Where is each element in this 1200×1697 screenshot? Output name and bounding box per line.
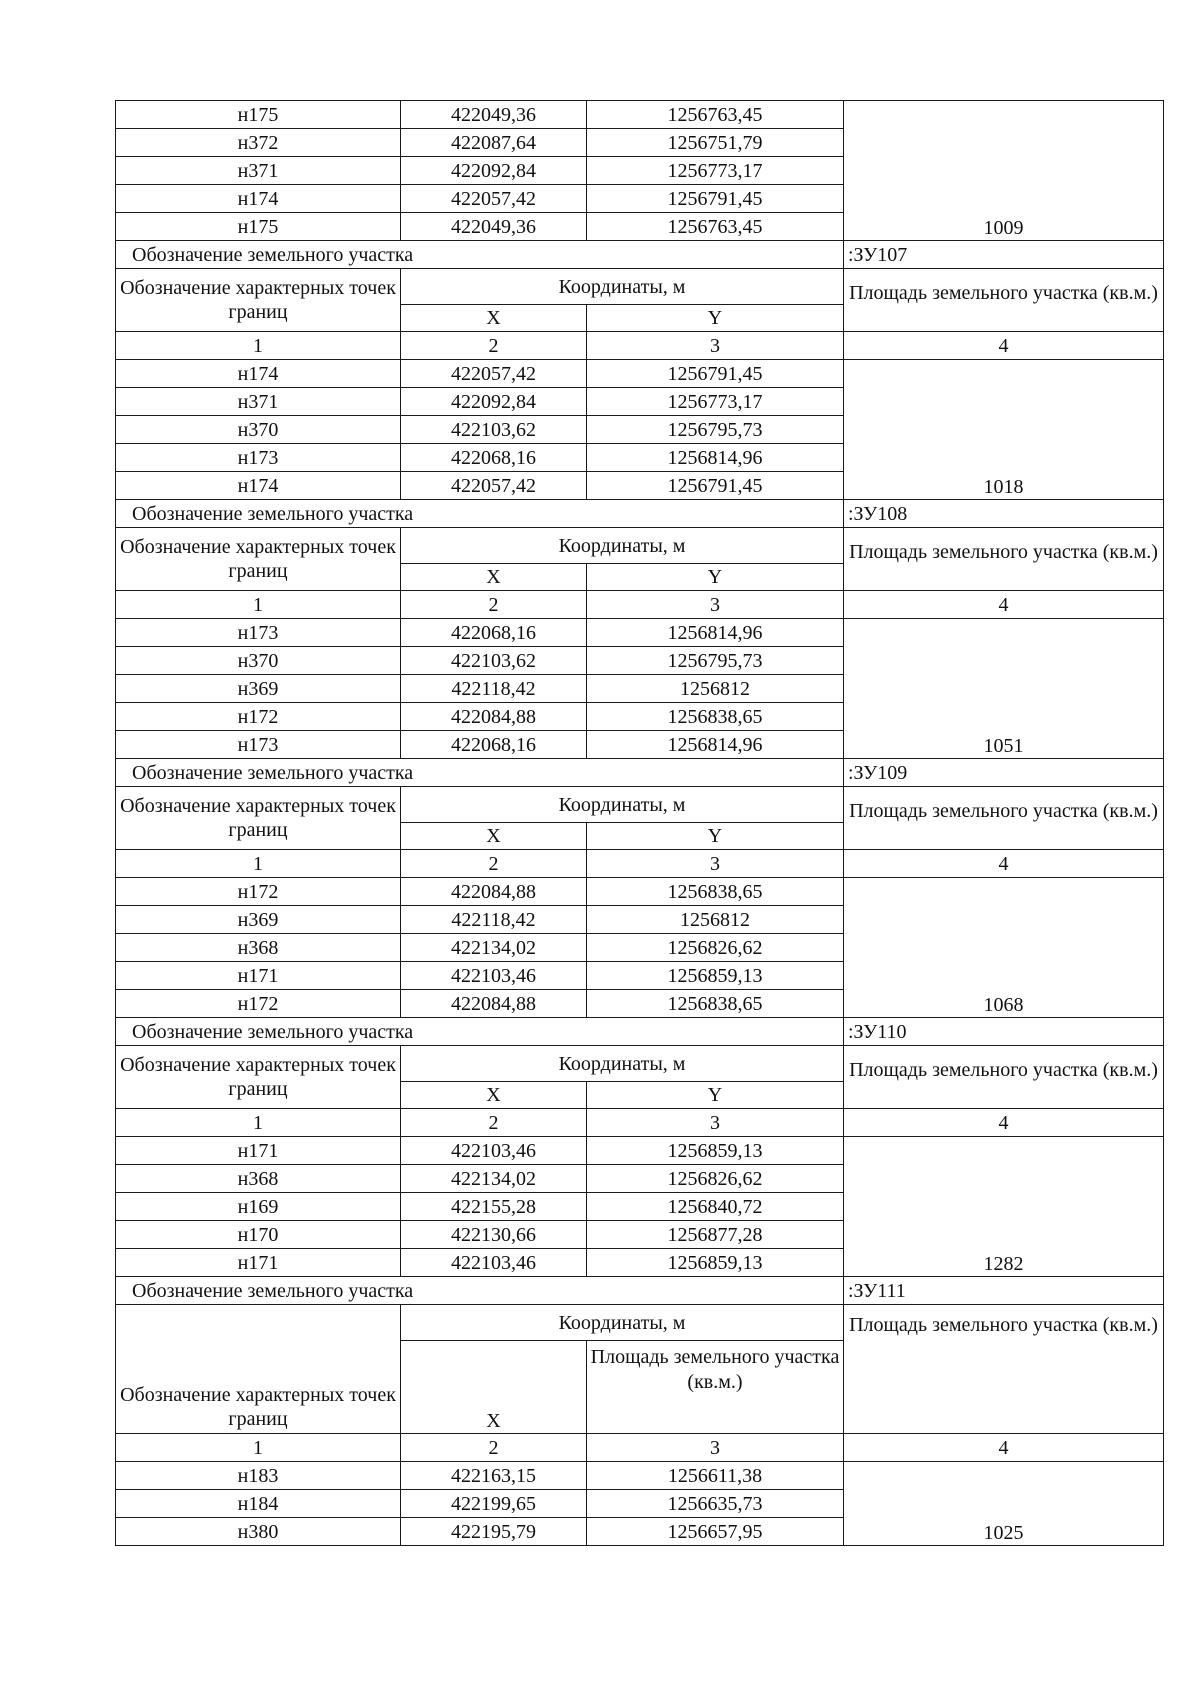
parcel-title-row — [116, 500, 1164, 528]
header-row — [116, 269, 1164, 305]
column-number-cell: 3 — [587, 1434, 844, 1462]
column-number-cell: 3 — [587, 850, 844, 878]
point-name-cell: н175 — [116, 213, 401, 241]
x-header: X — [401, 1341, 587, 1434]
point-name-cell: н172 — [116, 990, 401, 1018]
x-coordinate-cell: 422068,16 — [401, 619, 587, 647]
coords-header: Координаты, м — [401, 269, 844, 305]
x-coordinate-cell: 422057,42 — [401, 360, 587, 388]
points-header: Обозначение характерных точек границ — [116, 528, 401, 591]
y-coordinate-cell: 1256657,95 — [587, 1518, 844, 1546]
parcel-title-row — [116, 1277, 1164, 1305]
x-coordinate-cell: 422049,36 — [401, 101, 587, 129]
point-name-cell: н174 — [116, 472, 401, 500]
column-number-cell: 2 — [401, 591, 587, 619]
y-coordinate-cell: 1256773,17 — [587, 388, 844, 416]
area-header: Площадь земельного участка (кв.м.) — [844, 787, 1164, 850]
x-coordinate-cell: 422057,42 — [401, 472, 587, 500]
point-name-cell: н173 — [116, 444, 401, 472]
x-coordinate-cell: 422084,88 — [401, 990, 587, 1018]
x-coordinate-cell: 422103,62 — [401, 647, 587, 675]
point-name-cell: н174 — [116, 360, 401, 388]
point-name-cell: н372 — [116, 129, 401, 157]
column-number-cell: 2 — [401, 1109, 587, 1137]
x-coordinate-cell: 422134,02 — [401, 1165, 587, 1193]
area-header: Площадь земельного участка (кв.м.) — [844, 1046, 1164, 1109]
column-number-cell: 1 — [116, 1109, 401, 1137]
header-row — [116, 528, 1164, 564]
y-header: Y — [587, 1082, 844, 1109]
area-value-cell: 1018 — [844, 360, 1164, 500]
table-row — [116, 619, 1164, 647]
point-name-cell: н371 — [116, 388, 401, 416]
y-coordinate-cell: 1256859,13 — [587, 962, 844, 990]
x-coordinate-cell: 422092,84 — [401, 388, 587, 416]
y-coordinate-cell: 1256814,96 — [587, 731, 844, 759]
parcel-title-row — [116, 1018, 1164, 1046]
area-value-cell: 1068 — [844, 878, 1164, 1018]
point-name-cell: н169 — [116, 1193, 401, 1221]
coords-header: Координаты, м — [401, 528, 844, 564]
column-number-cell: 4 — [844, 1434, 1164, 1462]
parcel-title-row — [116, 241, 1164, 269]
coords-header: Координаты, м — [401, 1305, 844, 1341]
y-coordinate-cell: 1256826,62 — [587, 1165, 844, 1193]
y-coordinate-cell: 1256791,45 — [587, 185, 844, 213]
y-coordinate-cell: 1256826,62 — [587, 934, 844, 962]
coordinates-table-body — [116, 101, 1164, 1546]
column-number-cell: 2 — [401, 332, 587, 360]
points-header: Обозначение характерных точек границ — [116, 787, 401, 850]
y-coordinate-cell: 1256795,73 — [587, 416, 844, 444]
header-row — [116, 787, 1164, 823]
x-coordinate-cell: 422057,42 — [401, 185, 587, 213]
column-numbers-row — [116, 332, 1164, 360]
column-number-cell: 4 — [844, 332, 1164, 360]
point-name-cell: н368 — [116, 934, 401, 962]
parcel-code: :ЗУ111 — [844, 1277, 1164, 1305]
area-value-cell: 1282 — [844, 1137, 1164, 1277]
x-coordinate-cell: 422103,46 — [401, 962, 587, 990]
x-coordinate-cell: 422118,42 — [401, 675, 587, 703]
y-coordinate-cell: 1256773,17 — [587, 157, 844, 185]
points-header: Обозначение характерных точек границ — [116, 1305, 401, 1434]
y-header: Y — [587, 305, 844, 332]
points-header: Обозначение характерных точек границ — [116, 269, 401, 332]
point-name-cell: н370 — [116, 647, 401, 675]
points-header: Обозначение характерных точек границ — [116, 1046, 401, 1109]
x-coordinate-cell: 422195,79 — [401, 1518, 587, 1546]
y-coordinate-cell: 1256763,45 — [587, 213, 844, 241]
column-number-cell: 2 — [401, 850, 587, 878]
area-header: Площадь земельного участка (кв.м.) — [844, 528, 1164, 591]
x-coordinate-cell: 422103,46 — [401, 1137, 587, 1165]
coords-header: Координаты, м — [401, 787, 844, 823]
x-coordinate-cell: 422103,62 — [401, 416, 587, 444]
y-coordinate-cell: 1256877,28 — [587, 1221, 844, 1249]
y-coordinate-cell: 1256795,73 — [587, 647, 844, 675]
coords-header: Координаты, м — [401, 1046, 844, 1082]
y-coordinate-cell: 1256635,73 — [587, 1490, 844, 1518]
parcel-title-row — [116, 759, 1164, 787]
header-row — [116, 1305, 1164, 1341]
column-number-cell: 1 — [116, 591, 401, 619]
column-number-cell: 1 — [116, 850, 401, 878]
parcel-label: Обозначение земельного участка — [116, 500, 844, 528]
column-number-cell: 4 — [844, 1109, 1164, 1137]
area-header: Площадь земельного участка (кв.м.) — [844, 269, 1164, 332]
point-name-cell: н170 — [116, 1221, 401, 1249]
x-coordinate-cell: 422163,15 — [401, 1462, 587, 1490]
point-name-cell: н369 — [116, 675, 401, 703]
point-name-cell: н370 — [116, 416, 401, 444]
point-name-cell: н368 — [116, 1165, 401, 1193]
table-row — [116, 360, 1164, 388]
x-coordinate-cell: 422155,28 — [401, 1193, 587, 1221]
column-numbers-row — [116, 591, 1164, 619]
point-name-cell: н171 — [116, 962, 401, 990]
point-name-cell: н172 — [116, 703, 401, 731]
y-coordinate-cell: 1256840,72 — [587, 1193, 844, 1221]
x-coordinate-cell: 422049,36 — [401, 213, 587, 241]
y-coordinate-cell: 1256814,96 — [587, 619, 844, 647]
point-name-cell: н171 — [116, 1249, 401, 1277]
x-coordinate-cell: 422118,42 — [401, 906, 587, 934]
table-row — [116, 101, 1164, 129]
column-number-cell: 2 — [401, 1434, 587, 1462]
point-name-cell: н380 — [116, 1518, 401, 1546]
point-name-cell: н184 — [116, 1490, 401, 1518]
y-header: Площадь земельного участка (кв.м.) — [587, 1341, 844, 1434]
x-coordinate-cell: 422068,16 — [401, 731, 587, 759]
x-coordinate-cell: 422199,65 — [401, 1490, 587, 1518]
x-coordinate-cell: 422084,88 — [401, 703, 587, 731]
point-name-cell: н172 — [116, 878, 401, 906]
y-header: Y — [587, 564, 844, 591]
y-coordinate-cell: 1256611,38 — [587, 1462, 844, 1490]
parcel-label: Обозначение земельного участка — [116, 241, 844, 269]
point-name-cell: н183 — [116, 1462, 401, 1490]
column-numbers-row — [116, 1109, 1164, 1137]
y-coordinate-cell: 1256814,96 — [587, 444, 844, 472]
parcel-label: Обозначение земельного участка — [116, 759, 844, 787]
x-coordinate-cell: 422068,16 — [401, 444, 587, 472]
x-coordinate-cell: 422087,64 — [401, 129, 587, 157]
column-number-cell: 3 — [587, 591, 844, 619]
y-coordinate-cell: 1256812 — [587, 675, 844, 703]
parcel-code: :ЗУ107 — [844, 241, 1164, 269]
y-coordinate-cell: 1256791,45 — [587, 360, 844, 388]
column-number-cell: 1 — [116, 1434, 401, 1462]
y-header: Y — [587, 823, 844, 850]
x-coordinate-cell: 422084,88 — [401, 878, 587, 906]
table-row — [116, 878, 1164, 906]
column-number-cell: 1 — [116, 332, 401, 360]
coordinates-table — [115, 100, 1164, 1546]
point-name-cell: н369 — [116, 906, 401, 934]
parcel-code: :ЗУ110 — [844, 1018, 1164, 1046]
x-coordinate-cell: 422092,84 — [401, 157, 587, 185]
y-coordinate-cell: 1256751,79 — [587, 129, 844, 157]
column-numbers-row — [116, 1434, 1164, 1462]
point-name-cell: н173 — [116, 619, 401, 647]
y-coordinate-cell: 1256838,65 — [587, 990, 844, 1018]
point-name-cell: н173 — [116, 731, 401, 759]
x-coordinate-cell: 422103,46 — [401, 1249, 587, 1277]
x-coordinate-cell: 422134,02 — [401, 934, 587, 962]
column-number-cell: 4 — [844, 591, 1164, 619]
y-coordinate-cell: 1256791,45 — [587, 472, 844, 500]
y-coordinate-cell: 1256763,45 — [587, 101, 844, 129]
area-value-cell: 1025 — [844, 1462, 1164, 1546]
y-coordinate-cell: 1256838,65 — [587, 703, 844, 731]
column-number-cell: 4 — [844, 850, 1164, 878]
x-header: X — [401, 305, 587, 332]
point-name-cell: н175 — [116, 101, 401, 129]
x-coordinate-cell: 422130,66 — [401, 1221, 587, 1249]
point-name-cell: н174 — [116, 185, 401, 213]
y-coordinate-cell: 1256859,13 — [587, 1249, 844, 1277]
point-name-cell: н171 — [116, 1137, 401, 1165]
x-header: X — [401, 823, 587, 850]
column-number-cell: 3 — [587, 1109, 844, 1137]
column-numbers-row — [116, 850, 1164, 878]
area-header: Площадь земельного участка (кв.м.) — [844, 1305, 1164, 1434]
parcel-code: :ЗУ109 — [844, 759, 1164, 787]
table-row — [116, 1462, 1164, 1490]
parcel-label: Обозначение земельного участка — [116, 1018, 844, 1046]
area-value-cell: 1051 — [844, 619, 1164, 759]
x-header: X — [401, 564, 587, 591]
y-coordinate-cell: 1256838,65 — [587, 878, 844, 906]
header-row — [116, 1046, 1164, 1082]
table-row — [116, 1137, 1164, 1165]
x-header: X — [401, 1082, 587, 1109]
point-name-cell: н371 — [116, 157, 401, 185]
y-coordinate-cell: 1256812 — [587, 906, 844, 934]
y-coordinate-cell: 1256859,13 — [587, 1137, 844, 1165]
column-number-cell: 3 — [587, 332, 844, 360]
parcel-code: :ЗУ108 — [844, 500, 1164, 528]
parcel-label: Обозначение земельного участка — [116, 1277, 844, 1305]
area-value-cell: 1009 — [844, 101, 1164, 241]
